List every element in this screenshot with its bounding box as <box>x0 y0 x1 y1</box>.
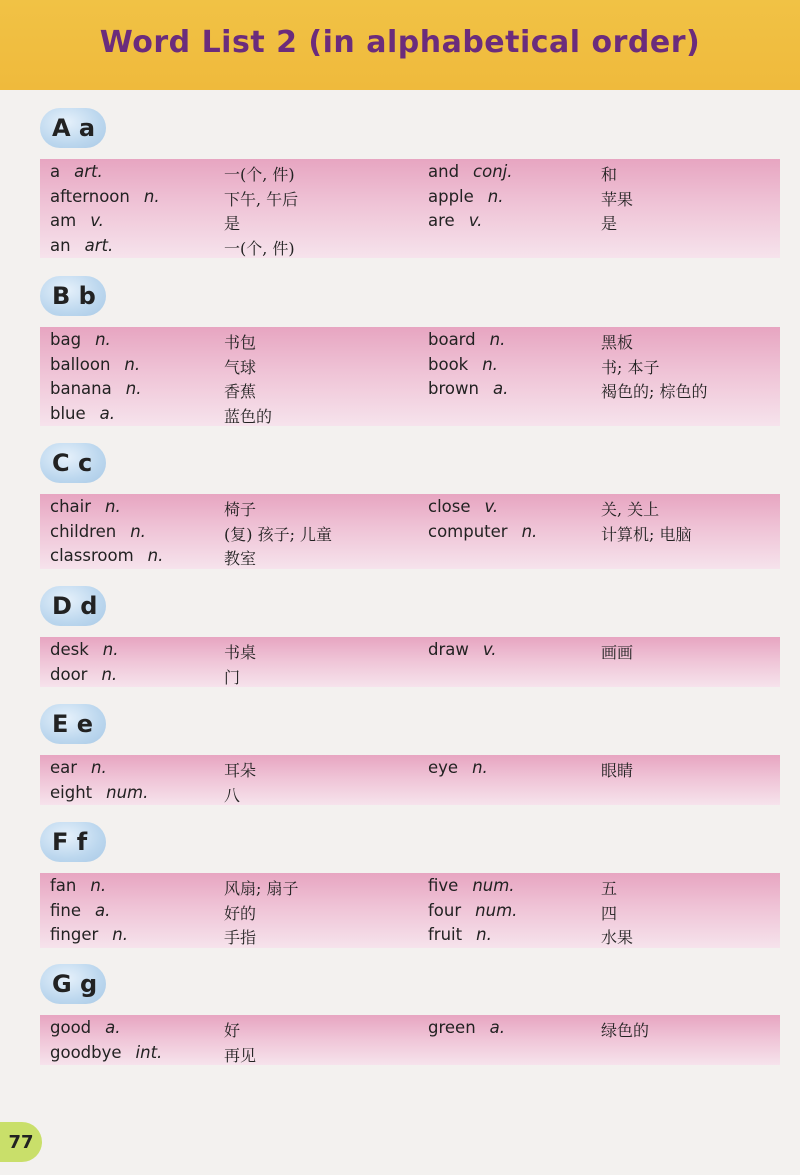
english-word: door <box>50 664 88 684</box>
page-header <box>0 0 800 90</box>
chinese-meaning: 八 <box>224 785 241 805</box>
english-word: and <box>428 162 460 181</box>
part-of-speech: v. <box>484 497 499 516</box>
part-of-speech: n. <box>95 330 111 349</box>
word-row <box>40 663 780 688</box>
word-band <box>40 1015 780 1065</box>
word-row <box>40 234 780 259</box>
word-row <box>40 402 780 427</box>
word-entry <box>428 901 517 920</box>
chinese-meaning: 四 <box>601 903 618 923</box>
chinese-meaning: 绿色的 <box>601 1021 650 1040</box>
word-row <box>40 377 780 402</box>
english-word: balloon <box>50 354 111 374</box>
chinese-meaning: 风扇; 扇子 <box>224 879 299 898</box>
english-word: green <box>428 1018 476 1037</box>
part-of-speech: n. <box>90 876 107 895</box>
word-entry <box>50 901 110 920</box>
part-of-speech: n. <box>147 546 164 565</box>
english-word: classroom <box>50 546 134 565</box>
word-entry <box>50 404 115 423</box>
word-row <box>40 328 780 353</box>
part-of-speech: n. <box>472 758 488 777</box>
part-of-speech: conj. <box>473 162 513 181</box>
chinese-meaning: 计算机; 电脑 <box>601 524 692 544</box>
word-band <box>40 873 780 948</box>
part-of-speech: n. <box>143 186 160 206</box>
word-entry <box>50 522 146 541</box>
english-word: computer <box>428 521 508 541</box>
english-word: afternoon <box>50 186 130 206</box>
word-entry <box>50 1043 162 1062</box>
english-word: draw <box>428 640 469 659</box>
word-entry <box>428 876 515 895</box>
part-of-speech: num. <box>475 900 518 920</box>
word-band <box>40 327 780 426</box>
word-entry <box>428 379 508 398</box>
word-row <box>40 638 780 663</box>
chinese-meaning: 和 <box>601 165 618 184</box>
part-of-speech: n. <box>487 186 504 206</box>
word-entry <box>50 497 121 516</box>
chinese-meaning: 一(个, 件) <box>224 238 295 258</box>
chinese-meaning: 好的 <box>224 903 257 923</box>
part-of-speech: n. <box>112 925 128 944</box>
word-row <box>40 781 780 806</box>
chinese-meaning: 画画 <box>601 643 634 662</box>
part-of-speech: n. <box>125 379 142 398</box>
word-row <box>40 899 780 924</box>
word-entry <box>50 330 111 349</box>
english-word: finger <box>50 925 99 944</box>
letter-badge: E e <box>40 704 106 744</box>
part-of-speech: n. <box>489 330 506 349</box>
chinese-meaning: 是 <box>224 214 241 233</box>
chinese-meaning: 是 <box>601 214 618 233</box>
chinese-meaning: 香蕉 <box>224 382 257 401</box>
part-of-speech: v. <box>468 211 483 230</box>
english-word: fine <box>50 900 82 920</box>
part-of-speech: art. <box>84 235 114 255</box>
word-row <box>40 353 780 378</box>
english-word: good <box>50 1018 92 1037</box>
word-entry <box>50 236 113 255</box>
chinese-meaning: 五 <box>601 879 618 898</box>
chinese-meaning: 教室 <box>224 549 257 568</box>
word-entry <box>428 758 488 777</box>
part-of-speech: n. <box>101 664 118 684</box>
word-row <box>40 1041 780 1066</box>
letter-badge: C c <box>40 443 106 483</box>
english-word: children <box>50 521 117 541</box>
english-word: an <box>50 235 71 255</box>
word-entry <box>50 925 128 944</box>
english-word: desk <box>50 640 89 659</box>
part-of-speech: n. <box>521 521 538 541</box>
word-row <box>40 520 780 545</box>
english-word: five <box>428 876 459 895</box>
chinese-meaning: 黑板 <box>601 333 634 352</box>
english-word: goodbye <box>50 1042 122 1062</box>
word-row <box>40 923 780 948</box>
chinese-meaning: 褐色的; 棕色的 <box>601 382 708 401</box>
word-band <box>40 159 780 258</box>
word-entry <box>50 665 117 684</box>
english-word: eight <box>50 782 93 802</box>
chinese-meaning: 书; 本子 <box>601 357 660 377</box>
word-row <box>40 160 780 185</box>
english-word: chair <box>50 497 92 516</box>
word-entry <box>428 497 498 516</box>
part-of-speech: a. <box>99 403 116 423</box>
word-band <box>40 637 780 687</box>
word-entry <box>428 355 498 374</box>
word-entry <box>428 211 482 230</box>
english-word: banana <box>50 379 112 398</box>
word-entry <box>428 162 513 181</box>
chinese-meaning: 水果 <box>601 928 634 947</box>
word-band <box>40 755 780 805</box>
chinese-meaning: 一(个, 件) <box>224 165 295 184</box>
word-entry <box>428 1018 505 1037</box>
part-of-speech: n. <box>482 354 498 374</box>
chinese-meaning: 下午, 午后 <box>224 189 299 209</box>
chinese-meaning: 耳朵 <box>224 761 257 780</box>
chinese-meaning: 气球 <box>224 357 257 377</box>
chinese-meaning: 蓝色的 <box>224 406 273 426</box>
part-of-speech: n. <box>476 925 492 944</box>
page-title: Word List 2 (in alphabetical order) <box>99 24 701 60</box>
part-of-speech: art. <box>74 162 103 181</box>
chinese-meaning: 眼睛 <box>601 761 634 780</box>
english-word: are <box>428 211 455 230</box>
chinese-meaning: 书桌 <box>224 643 257 662</box>
word-entry <box>428 925 492 944</box>
english-word: a <box>50 162 61 181</box>
part-of-speech: v. <box>90 211 104 230</box>
english-word: bag <box>50 330 82 349</box>
english-word: ear <box>50 758 78 777</box>
chinese-meaning: 椅子 <box>224 500 257 519</box>
chinese-meaning: 好 <box>224 1021 241 1040</box>
word-entry <box>50 783 148 802</box>
chinese-meaning: 苹果 <box>601 189 634 209</box>
word-row <box>40 495 780 520</box>
word-entry <box>50 211 104 230</box>
word-entry <box>50 546 163 565</box>
word-entry <box>50 355 140 374</box>
english-word: blue <box>50 403 86 423</box>
part-of-speech: a. <box>492 379 509 398</box>
english-word: book <box>428 354 469 374</box>
word-entry <box>50 187 160 206</box>
english-word: eye <box>428 758 459 777</box>
part-of-speech: a. <box>489 1018 506 1037</box>
letter-badge: G g <box>40 964 106 1004</box>
english-word: apple <box>428 186 474 206</box>
word-row <box>40 185 780 210</box>
chinese-meaning: 手指 <box>224 928 257 947</box>
english-word: board <box>428 330 476 349</box>
letter-badge: F f <box>40 822 106 862</box>
part-of-speech: n. <box>91 758 107 777</box>
part-of-speech: n. <box>130 521 146 541</box>
chinese-meaning: 书包 <box>224 333 257 352</box>
english-word: fan <box>50 876 77 895</box>
word-row <box>40 874 780 899</box>
part-of-speech: v. <box>482 640 497 659</box>
word-entry <box>50 162 103 181</box>
chinese-meaning: (复) 孩子; 儿童 <box>224 524 333 544</box>
part-of-speech: n. <box>105 497 121 516</box>
part-of-speech: num. <box>106 782 149 802</box>
word-band <box>40 494 780 569</box>
english-word: fruit <box>428 925 463 944</box>
english-word: four <box>428 900 462 920</box>
chinese-meaning: 再见 <box>224 1045 257 1065</box>
word-row <box>40 1016 780 1041</box>
word-row <box>40 544 780 569</box>
word-entry <box>50 379 141 398</box>
chinese-meaning: 门 <box>224 667 241 687</box>
english-word: am <box>50 211 77 230</box>
word-entry <box>50 1018 121 1037</box>
word-row <box>40 756 780 781</box>
part-of-speech: a. <box>95 900 111 920</box>
word-entry <box>50 758 107 777</box>
word-entry <box>428 640 497 659</box>
english-word: close <box>428 497 471 516</box>
word-entry <box>428 187 504 206</box>
english-word: brown <box>428 379 479 398</box>
chinese-meaning: 关, 关上 <box>601 500 660 519</box>
part-of-speech: n. <box>124 354 141 374</box>
letter-badge: D d <box>40 586 106 626</box>
letter-badge: B b <box>40 276 106 316</box>
part-of-speech: num. <box>472 876 515 895</box>
word-entry <box>428 522 537 541</box>
part-of-speech: a. <box>105 1018 121 1037</box>
word-entry <box>428 330 505 349</box>
part-of-speech: n. <box>102 640 119 659</box>
word-entry <box>50 876 106 895</box>
word-entry <box>50 640 118 659</box>
letter-badge: A a <box>40 108 106 148</box>
page-number: 77 <box>0 1122 42 1162</box>
word-row <box>40 209 780 234</box>
part-of-speech: int. <box>135 1042 163 1062</box>
